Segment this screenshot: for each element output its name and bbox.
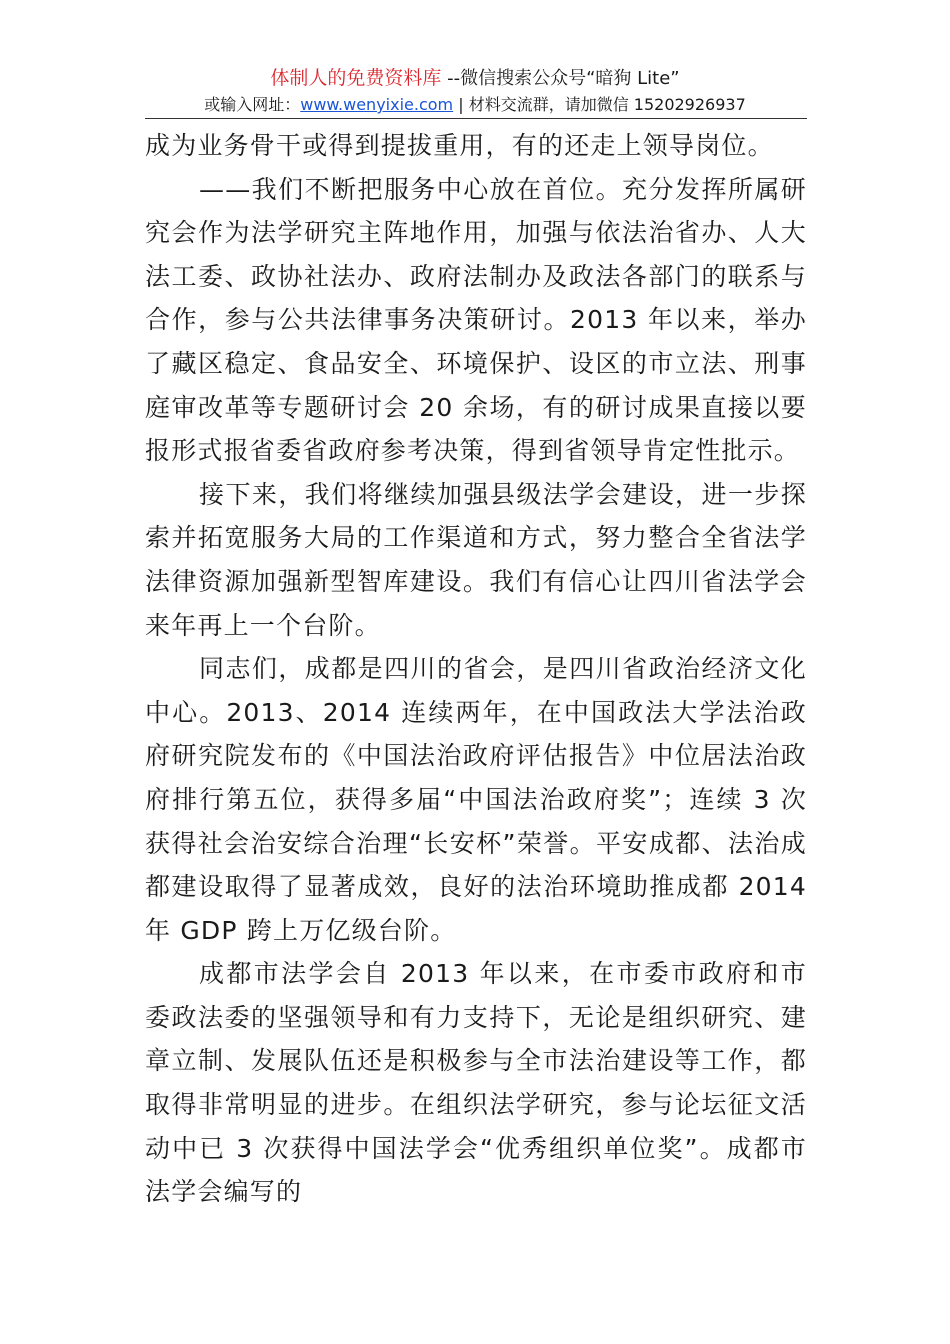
- url-prefix: 或输入网址：: [204, 95, 301, 114]
- header-line-2: [0, 93, 950, 117]
- header-divider: [145, 118, 807, 119]
- header-tagline: --微信搜索公众号“暗狗 Lite”: [441, 68, 680, 89]
- website-link[interactable]: www.wenyixie.com: [300, 95, 454, 114]
- document-body: [145, 124, 807, 1214]
- paragraph: 同志们，成都是四川的省会，是四川省政治经济文化中心。2013、2014 连续两年，在中国政法大学法治政府研究院发布的《中国法治政府评估报告》中位居法治政府排行第五位，获得多届“中国法治政府奖”；连续 3 次获得社会治安综合治理“长安杯”荣誉。平安成都、法治成都建设取得了显著成效，良好的法治环境助推成都 2014 年 GDP 跨上万亿级台阶。: [145, 654, 807, 945]
- paragraph: 接下来，我们将继续加强县级法学会建设，进一步探索并拓宽服务大局的工作渠道和方式，努力整合全省法学法律资源加强新型智库建设。我们有信心让四川省法学会来年再上一个台阶。: [145, 479, 807, 640]
- paragraph: ——我们不断把服务中心放在首位。充分发挥所属研究会作为法学研究主阵地作用，加强与依法治省办、人大法工委、政协社法办、政府法制办及政法各部门的联系与合作，参与公共法律事务决策研讨。2013 年以来，举办了藏区稳定、食品安全、环境保护、设区的市立法、刑事庭审改革等专题研讨会 20 余场，有的研讨成果直接以要报形式报省委省政府参考决策，得到省领导肯定性批示。: [145, 174, 807, 466]
- header-line-1: [0, 66, 950, 91]
- paragraph-continued: 成为业务骨干或得到提拔重用，有的还走上领导岗位。: [145, 131, 774, 160]
- brand-title: 体制人的免费资料库: [270, 67, 442, 89]
- page-header: [0, 66, 950, 117]
- paragraph: 成都市法学会自 2013 年以来，在市委市政府和市委政法委的坚强领导和有力支持下，无论是组织研究、建章立制、发展队伍还是积极参与全市法治建设等工作，都取得非常明显的进步。在组织法学研究，参与论坛征文活动中已 3 次获得中国法学会“优秀组织单位奖”。成都市法学会编写的: [145, 959, 807, 1207]
- contact-info: | 材料交流群，请加微信 15202926937: [453, 95, 746, 114]
